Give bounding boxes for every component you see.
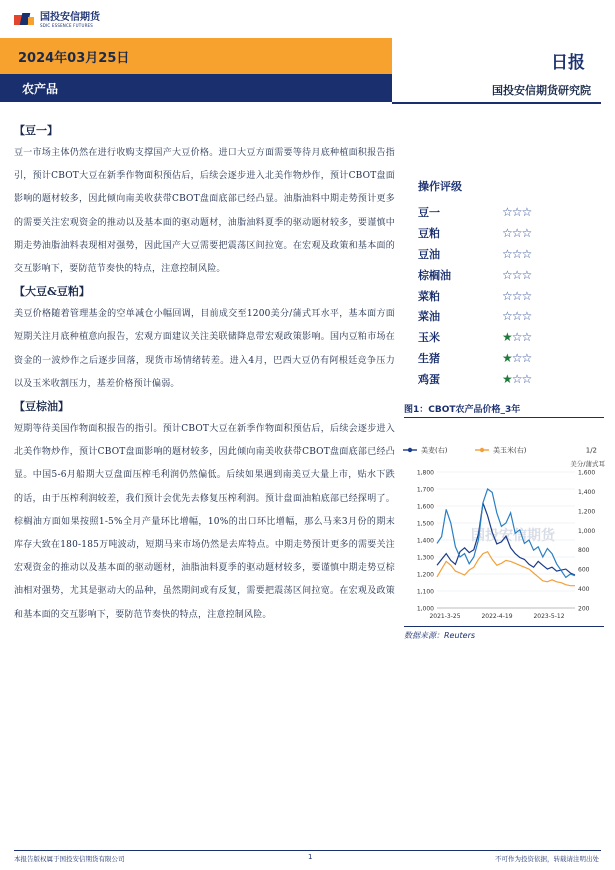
rating-stars — [502, 351, 531, 365]
rating-row — [418, 244, 578, 265]
y-left-tick-label: 1,200 — [416, 571, 434, 579]
logo-name: 国投安信期货 — [40, 12, 100, 23]
y-left-tick-label: 1,100 — [416, 588, 434, 596]
y-left-tick-label: 1,000 — [416, 605, 434, 613]
x-tick-label: 2023-5-12 — [533, 613, 565, 620]
star-empty-icon: ☆ — [502, 309, 512, 324]
rating-title: 操作评级 — [418, 180, 462, 193]
star-empty-icon: ☆ — [521, 205, 532, 220]
y-right-tick-label: 800 — [578, 547, 590, 555]
star-empty-icon: ☆ — [521, 288, 532, 303]
x-tick-label: 2022-4-19 — [481, 613, 513, 620]
price-chart-svg — [397, 432, 611, 628]
footer-disclaimer: 不可作为投资依据，转载请注明出处 — [495, 855, 599, 863]
figure-title: 图1：CBOT农产品价格_3年 — [404, 405, 521, 415]
rating-row — [418, 368, 578, 389]
rating-stars — [502, 309, 531, 323]
rating-stars — [502, 372, 531, 386]
rating-commodity-name: 豆油 — [418, 247, 440, 261]
y-left-tick-label: 1,500 — [416, 520, 434, 528]
logo-name-en: SDIC ESSENCE FUTURES — [40, 23, 94, 28]
rating-stars — [502, 226, 531, 240]
star-empty-icon: ☆ — [511, 246, 522, 261]
star-empty-icon: ☆ — [521, 226, 532, 241]
star-empty-icon: ☆ — [511, 267, 522, 282]
price-chart — [397, 432, 611, 628]
y-right-tick-label: 1,200 — [578, 508, 596, 516]
commentary-column — [14, 120, 395, 627]
star-filled-icon: ★ — [502, 330, 512, 345]
rating-row — [418, 327, 578, 348]
star-empty-icon: ☆ — [502, 267, 512, 282]
y-left-tick-label: 1,700 — [416, 486, 434, 494]
figure-top-rule — [404, 417, 604, 418]
y-right-tick-label: 1,400 — [578, 488, 596, 496]
report-category: 农产品 — [22, 82, 59, 96]
company-logo — [14, 12, 100, 28]
header-divider — [392, 102, 601, 104]
star-filled-icon: ★ — [502, 371, 512, 386]
rating-stars — [502, 247, 531, 261]
figure-source: 数据来源：Reuters — [404, 631, 476, 640]
logo-mark-icon — [14, 13, 36, 27]
section-heading-soybean-meal: 【大豆&豆粕】 — [14, 285, 90, 299]
page-number: 1 — [308, 853, 313, 861]
y-left-tick-label: 1,600 — [416, 503, 434, 511]
rating-row — [418, 202, 578, 223]
footer-divider — [14, 850, 601, 851]
rating-commodity-name: 玉米 — [418, 331, 440, 345]
section-heading-oils: 【豆棕油】 — [14, 400, 69, 414]
rating-commodity-name: 菜粕 — [418, 289, 440, 303]
star-filled-icon: ★ — [502, 350, 512, 365]
star-empty-icon: ☆ — [511, 205, 522, 220]
institute-name: 国投安信期货研究院 — [492, 84, 591, 97]
y-left-tick-label: 1,300 — [416, 554, 434, 562]
section-body-soybean-one: 豆一市场主体仍然在进行收购支撑国产大豆价格。进口大豆方面需要等待月底种植面积报告指引，预计CBOT大豆在新季作物面积预估后，后续会逐步进入北美作物炒作，预计CBOT盘面影响的题材较多，因此倾向南美收获带CBOT盘面底部已经凸显。油脂油料中期走势预计更多的需要关注宏观资金的推动以及基本面的驱动题材，油脂油料夏季的驱动题材较多，要谨慎中期走势油脂油料表现相对强势，因此国产大豆需要把震荡区间拉宽。在宏观及政策和基本面的交互影响下，要防范节奏快的特点，注意控制风险。 — [14, 148, 395, 275]
star-empty-icon: ☆ — [511, 288, 522, 303]
y-right-tick-label: 400 — [578, 586, 590, 594]
y-right-tick-label: 1,600 — [578, 469, 596, 477]
star-empty-icon: ☆ — [502, 226, 512, 241]
y-left-tick-label: 1,400 — [416, 537, 434, 545]
star-empty-icon: ☆ — [521, 330, 532, 345]
rating-row — [418, 285, 578, 306]
star-empty-icon: ☆ — [511, 309, 522, 324]
report-date: 2024年03月25日 — [18, 51, 130, 66]
rating-row — [418, 306, 578, 327]
section-body-oils: 短期等待美国作物面积报告的指引。预计CBOT大豆在新季作物面积预估后，后续会逐步进入北美作物炒作，预计CBOT盘面影响的题材较多，因此倾向南美收获带CBOT盘面底部已经凸显。中国5-6月船期大豆盘面压榨毛利润仍然偏低。后续如果遇到南美豆大量上市，贴水下跌的话，由于压榨利润较差，我们预计会优先去修复压榨利润。预计盘面油粕底部已经探明了。棕榈油方面如果按照1-5%全月产量环比增幅，10%的出口环比增幅，那么马来3月份的期末库存大致在180-185万吨波动，短期马来市场仍然是去库特点。中期走势预计更多的需要关注宏观资金的推动以及基本面的驱动题材，油脂油料夏季的驱动题材较多，要谨慎中期走势豆棕油相对强势，尤其是驱动大的品种，虽然期间或有反复，需要把震荡区间拉宽。在宏观及政策和基本面的交互影响下，要防范节奏快的特点，注意控制风险。 — [14, 424, 395, 620]
legend-marker — [408, 448, 412, 452]
chart-watermark: 国投安信期货 — [471, 528, 555, 544]
rating-stars — [502, 205, 531, 219]
star-empty-icon: ☆ — [521, 267, 532, 282]
rating-row — [418, 264, 578, 285]
category-band — [0, 74, 392, 102]
star-empty-icon: ☆ — [502, 246, 512, 261]
rating-stars — [502, 330, 531, 344]
legend-label: 美玉米(右) — [493, 446, 527, 455]
y-right-tick-label: 600 — [578, 566, 590, 574]
operation-rating — [418, 178, 578, 389]
footer-copyright: 本报告版权属于国投安信期货有限公司 — [14, 855, 125, 863]
star-empty-icon: ☆ — [511, 226, 522, 241]
rating-row — [418, 348, 578, 369]
chart-page-indicator: 1/2 — [585, 446, 597, 455]
star-empty-icon: ☆ — [502, 288, 512, 303]
section-heading-soybean-one: 【豆一】 — [14, 124, 58, 137]
rating-commodity-name: 菜油 — [418, 310, 440, 324]
star-empty-icon: ☆ — [502, 205, 512, 220]
rating-commodity-name: 鸡蛋 — [418, 372, 440, 386]
y-right-tick-label: 200 — [578, 605, 590, 613]
rating-stars — [502, 289, 531, 303]
y-right-tick-label: 1,000 — [578, 527, 596, 535]
star-empty-icon: ☆ — [521, 350, 532, 365]
report-type: 日报 — [551, 53, 585, 73]
rating-commodity-name: 生猪 — [418, 351, 440, 365]
rating-stars — [502, 268, 531, 282]
x-tick-label: 2021-3-25 — [429, 613, 461, 620]
star-empty-icon: ☆ — [521, 246, 532, 261]
star-empty-icon: ☆ — [521, 371, 532, 386]
legend-label: 美麦(右) — [421, 446, 448, 455]
rating-commodity-name: 豆一 — [418, 206, 440, 220]
rating-commodity-name: 豆粕 — [418, 227, 440, 241]
y-left-tick-label: 1,800 — [416, 469, 434, 477]
star-empty-icon: ☆ — [521, 309, 532, 324]
star-empty-icon: ☆ — [511, 350, 522, 365]
figure-bottom-rule — [404, 626, 604, 627]
legend-marker — [480, 448, 484, 452]
rating-row — [418, 223, 578, 244]
star-empty-icon: ☆ — [511, 330, 522, 345]
rating-commodity-name: 棕榈油 — [418, 268, 451, 282]
section-body-soybean-meal: 美豆价格随着管理基金的空单减仓小幅回调，目前成交至1200美分/蒲式耳水平，基本面方面短期关注月底种植意向报告，宏观方面建议关注美联储降息带宏观政策影响。国内豆粕市场在资金的一波炒作之后逐步回落，现货市场情绪转差。进入4月，巴西大豆仍有阿根廷竞争压力以及玉米收割压力，基差价格预计偏弱。 — [14, 309, 395, 389]
star-empty-icon: ☆ — [511, 371, 522, 386]
chart-unit-label: 美分/蒲式耳 — [570, 460, 605, 468]
